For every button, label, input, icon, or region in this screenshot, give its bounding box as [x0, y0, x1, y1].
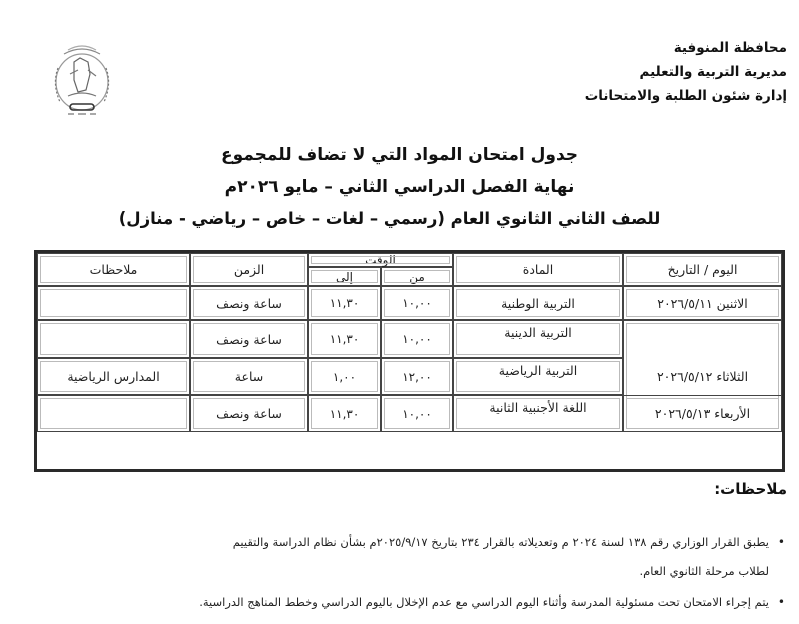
row-2-notes [37, 320, 190, 358]
row-3-subject: التربية الرياضية [453, 358, 623, 395]
row-2-day-date: الثلاثاء ٢٠٢٦/٥/١٢ [623, 320, 782, 432]
row-4-duration: ساعة ونصف [190, 395, 308, 432]
note-item-1 [12, 532, 787, 582]
issuing-authority-header [557, 36, 787, 108]
grade-subtitle: للصف الثاني الثانوي العام (رسمي – لغات – خاص – رياضي - منازل) [118, 209, 661, 228]
bullet-icon: • [777, 595, 785, 609]
term-subtitle: نهاية الفصل الدراسي الثاني – مايو ٢٠٢٦م [224, 177, 575, 197]
department-name: إدارة شئون الطلبة والامتحانات [584, 88, 787, 104]
row-1-day-date: الاثنين ٢٠٢٦/٥/١١ [623, 286, 782, 320]
header-subject: المادة [453, 253, 623, 286]
header-day-date: اليوم / التاريخ [623, 253, 782, 286]
schedule-title: جدول امتحان المواد التي لا تضاف للمجموع [220, 145, 579, 165]
row-4-day-date: الأربعاء ٢٠٢٦/٥/١٣ [623, 395, 782, 432]
directorate-name: مديرية التربية والتعليم [639, 64, 787, 80]
row-1-to: ١١,٣٠ [308, 286, 381, 320]
row-2-subject: التربية الدينية [453, 320, 623, 358]
header-from: من [381, 267, 453, 286]
header-notes: ملاحظات [37, 253, 190, 286]
notes-heading: ملاحظات: [714, 480, 787, 498]
row-2-from: ١٠,٠٠ [381, 320, 453, 358]
row-3-notes: المدارس الرياضية [37, 358, 190, 395]
row-3-from: ١٢,٠٠ [381, 358, 453, 395]
note-2-line-1: يتم إجراء الامتحان تحت مسئولية المدرسة وأثناء اليوم الدراسي مع عدم الإخلال باليوم الدراسي وخطط المناهج الدراسية. [199, 595, 769, 609]
note-1-line-2: لطلاب مرحلة الثانوي العام. [639, 564, 769, 578]
note-item-2 [12, 592, 787, 613]
row-3-duration: ساعة [190, 358, 308, 395]
header-time: الوقت [308, 253, 453, 267]
row-1-from: ١٠,٠٠ [381, 286, 453, 320]
notes-list [12, 532, 787, 613]
header-to: إلى [308, 267, 381, 286]
bullet-icon: • [777, 535, 785, 549]
row-4-to: ١١,٣٠ [308, 395, 381, 432]
exam-schedule-table [34, 250, 785, 472]
note-1-line-1: يطبق القرار الوزاري رقم ١٣٨ لسنة ٢٠٢٤ م وتعديلاته بالقرار ٢٣٤ بتاريخ ٢٠٢٥/٩/١٧م بشأن نظام الدراسة والتقييم [232, 535, 769, 549]
row-2-duration: ساعة ونصف [190, 320, 308, 358]
row-2-to: ١١,٣٠ [308, 320, 381, 358]
governorate-name: محافظة المنوفية [673, 40, 787, 56]
emblem-icon [44, 40, 120, 122]
row-4-subject: اللغة الأجنبية الثانية [453, 395, 623, 432]
header-duration: الزمن [190, 253, 308, 286]
row-1-duration: ساعة ونصف [190, 286, 308, 320]
row-4-notes [37, 395, 190, 432]
row-1-notes [37, 286, 190, 320]
row-1-subject: التربية الوطنية [453, 286, 623, 320]
document-titles [0, 140, 799, 234]
row-3-to: ١,٠٠ [308, 358, 381, 395]
row-4-from: ١٠,٠٠ [381, 395, 453, 432]
